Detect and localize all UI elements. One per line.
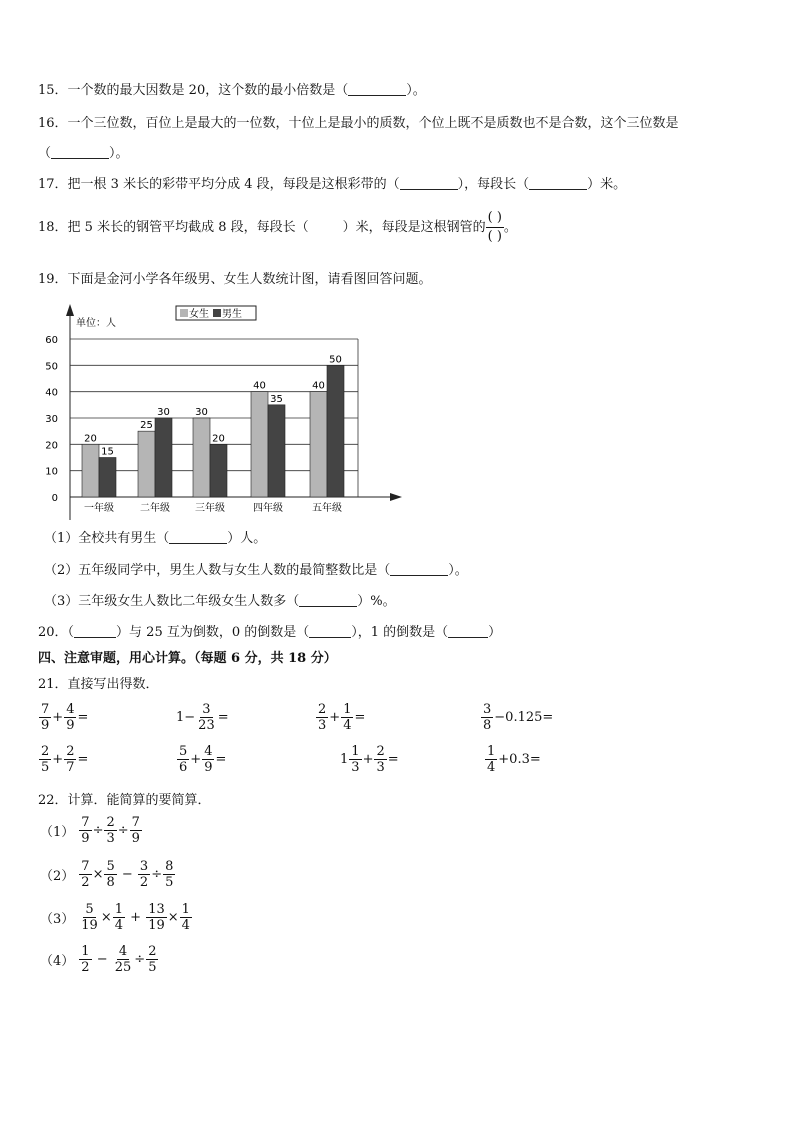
y-tick-label: 50 bbox=[45, 361, 58, 373]
fraction: $\frac{1}{3}$ bbox=[351, 744, 360, 775]
fraction: $\frac{7}{2}$ bbox=[81, 859, 90, 890]
q21-expr-6: $\frac{5}{6}$ + $\frac{4}{9}$ = bbox=[179, 744, 227, 775]
fraction: $\frac{7}{9}$ bbox=[41, 702, 50, 733]
section-4-title: 四、注意审题，用心计算。（每题 6 分，共 18 分） bbox=[38, 651, 337, 666]
q22-expr-1: （1） $\frac{7}{9}$ ÷ $\frac{2}{3}$ ÷ $\frac{7}{9}$ bbox=[40, 815, 140, 846]
legend-swatch-boys bbox=[213, 309, 221, 317]
bar-boys bbox=[210, 444, 227, 497]
q20-text-c: ），1 的倒数是（ bbox=[351, 625, 449, 640]
q19-sub-3-end: ）%。 bbox=[357, 594, 396, 609]
q18-text-mid: ）米，每段是这根钢管的 bbox=[342, 219, 486, 235]
data-label: 35 bbox=[270, 393, 283, 405]
q16-paren: （ bbox=[38, 146, 52, 161]
data-label: 40 bbox=[253, 380, 266, 392]
fraction-denominator-blank: ( ) bbox=[487, 229, 502, 244]
q18-text-end: 。 bbox=[503, 219, 517, 235]
fraction: $\frac{8}{5}$ bbox=[165, 859, 174, 890]
question-16-cont bbox=[38, 145, 129, 163]
data-label: 30 bbox=[157, 407, 170, 418]
fraction: $\frac{1}{2}$ bbox=[81, 944, 90, 975]
q21-expr-4: $\frac{3}{8}$ −0.125= bbox=[483, 702, 554, 733]
data-label: 20 bbox=[84, 433, 97, 445]
answer-blank[interactable] bbox=[299, 593, 357, 607]
question-22 bbox=[38, 792, 211, 810]
data-label: 25 bbox=[140, 420, 153, 432]
fraction: $\frac{3}{23}$ bbox=[198, 702, 215, 733]
q21-title: 21．直接写出得数． bbox=[38, 677, 159, 692]
fraction-answer-box[interactable] bbox=[486, 209, 504, 246]
question-20 bbox=[38, 624, 501, 642]
q19-sub-1 bbox=[44, 530, 266, 548]
x-tick-label: 一年级 bbox=[84, 503, 114, 514]
answer-blank[interactable] bbox=[400, 176, 458, 190]
answer-blank[interactable] bbox=[448, 624, 488, 638]
fraction: $\frac{5}{6}$ bbox=[179, 744, 188, 775]
bar-girls bbox=[193, 418, 210, 497]
data-label: 50 bbox=[329, 354, 342, 366]
q19-sub-2-end: ）。 bbox=[448, 563, 468, 578]
y-tick-label: 10 bbox=[45, 466, 58, 478]
section-4-heading bbox=[38, 650, 337, 668]
q16-text: 16．一个三位数，百位上是最大的一位数，十位上是最小的质数，个位上既不是质数也不是合数，这个三位数是 bbox=[38, 116, 679, 131]
q21-expr-7: 1 $\frac{1}{3}$ + $\frac{2}{3}$ = bbox=[340, 744, 399, 775]
fraction: $\frac{4}{25}$ bbox=[114, 944, 132, 975]
fraction: $\frac{1}{4}$ bbox=[114, 902, 124, 933]
fraction: $\frac{1}{4}$ bbox=[343, 702, 352, 733]
y-tick-label: 20 bbox=[45, 440, 58, 452]
data-label: 20 bbox=[212, 433, 225, 445]
legend-swatch-girls bbox=[180, 309, 188, 317]
y-tick-label: 40 bbox=[45, 387, 58, 399]
x-axis-arrow bbox=[390, 493, 402, 501]
q19-sub-3-text: （3）三年级女生人数比二年级女生人数多（ bbox=[44, 594, 300, 609]
answer-blank[interactable] bbox=[74, 624, 116, 638]
y-axis-arrow bbox=[66, 304, 74, 316]
fraction: $\frac{5}{8}$ bbox=[106, 859, 115, 890]
bar-girls bbox=[138, 431, 155, 497]
answer-blank[interactable] bbox=[348, 82, 406, 96]
q19-text: 19．下面是金河小学各年级男、女生人数统计图，请看图回答问题。 bbox=[38, 272, 432, 287]
fraction: $\frac{5}{19}$ bbox=[81, 902, 98, 933]
fraction-numerator-blank: ( ) bbox=[486, 209, 504, 228]
fraction: $\frac{3}{8}$ bbox=[483, 702, 492, 733]
answer-blank[interactable] bbox=[51, 145, 109, 159]
legend-label-boys: 男生 bbox=[222, 309, 242, 320]
fraction: $\frac{13}{19}$ bbox=[148, 902, 165, 933]
q18-text: 18．把 5 米长的钢管平均截成 8 段，每段长（ bbox=[38, 219, 309, 235]
y-tick-label: 60 bbox=[45, 335, 58, 346]
x-tick-label: 五年级 bbox=[312, 503, 342, 514]
x-tick-label: 四年级 bbox=[253, 503, 283, 514]
q17-text-end: ）米。 bbox=[587, 177, 627, 192]
fraction: $\frac{4}{9}$ bbox=[204, 744, 213, 775]
fraction: $\frac{1}{4}$ bbox=[487, 744, 496, 775]
answer-blank[interactable] bbox=[169, 530, 227, 544]
question-19 bbox=[38, 271, 432, 289]
bar-boys bbox=[268, 405, 285, 497]
fraction: $\frac{7}{9}$ bbox=[81, 815, 90, 846]
question-18 bbox=[38, 209, 517, 246]
fraction: $\frac{2}{3}$ bbox=[318, 702, 327, 733]
y-tick-label: 0 bbox=[51, 493, 58, 504]
fraction: $\frac{2}{7}$ bbox=[66, 744, 75, 775]
q22-expr-2: （2） $\frac{7}{2}$ × $\frac{5}{8}$ − $\frac{3}{2}$ ÷ $\frac{8}{5}$ bbox=[40, 859, 174, 890]
legend-label-girls: 女生 bbox=[189, 309, 209, 320]
fraction: $\frac{3}{2}$ bbox=[139, 859, 149, 890]
q19-sub-3 bbox=[44, 593, 396, 611]
q19-sub-1-end: ）人。 bbox=[227, 531, 267, 546]
data-label: 30 bbox=[195, 407, 208, 418]
y-tick-label: 30 bbox=[45, 414, 58, 425]
q22-label-4: （4） bbox=[40, 954, 75, 969]
q21-expr-2: 1− $\frac{3}{23}$ = bbox=[176, 702, 229, 733]
data-label: 40 bbox=[312, 380, 325, 392]
fraction: $\frac{4}{9}$ bbox=[66, 702, 75, 733]
q15-text-end: ）。 bbox=[406, 83, 426, 98]
q20-text-b: ）与 25 互为倒数，0 的倒数是（ bbox=[116, 625, 310, 640]
answer-blank[interactable] bbox=[309, 624, 351, 638]
question-17 bbox=[38, 176, 626, 194]
fraction: $\frac{7}{9}$ bbox=[131, 815, 140, 846]
q22-expr-4: （4） $\frac{1}{2}$ − $\frac{4}{25}$ ÷ $\frac{2}{5}$ bbox=[40, 944, 157, 975]
fraction: $\frac{2}{3}$ bbox=[376, 744, 385, 775]
q22-label-1: （1） bbox=[40, 825, 75, 840]
q22-expr-3: （3） $\frac{5}{19}$ × $\frac{1}{4}$ + $\frac{13}{19}$ × $\frac{1}{4}$ bbox=[40, 902, 190, 933]
bar-boys bbox=[327, 365, 344, 497]
question-16 bbox=[38, 115, 679, 133]
data-label: 15 bbox=[101, 446, 114, 458]
x-tick-label: 二年级 bbox=[140, 503, 170, 514]
question-21 bbox=[38, 676, 159, 694]
q20-text-a: 20．（ bbox=[38, 625, 75, 640]
unit-label: 单位：人 bbox=[76, 318, 116, 329]
q19-sub-1-text: （1）全校共有男生（ bbox=[44, 531, 170, 546]
bar-girls bbox=[310, 392, 327, 497]
fraction: $\frac{1}{4}$ bbox=[181, 902, 190, 933]
bar-boys bbox=[99, 458, 116, 498]
q22-label-2: （2） bbox=[40, 869, 75, 884]
bar-boys bbox=[155, 418, 172, 497]
q21-expr-5: $\frac{2}{5}$ + $\frac{2}{7}$ = bbox=[41, 744, 89, 775]
q15-text: 15．一个数的最大因数是 20，这个数的最小倍数是（ bbox=[38, 83, 349, 98]
fraction: $\frac{2}{5}$ bbox=[148, 944, 157, 975]
x-tick-label: 三年级 bbox=[195, 503, 225, 514]
q21-expr-8: $\frac{1}{4}$ +0.3= bbox=[487, 744, 541, 775]
q16-text-end: ）。 bbox=[109, 146, 129, 161]
question-15 bbox=[38, 82, 426, 100]
bar-girls bbox=[82, 444, 99, 497]
answer-blank[interactable] bbox=[390, 562, 448, 576]
q19-sub-2 bbox=[44, 562, 468, 580]
q17-text-mid: ），每段长（ bbox=[457, 177, 530, 192]
fraction: $\frac{2}{3}$ bbox=[106, 815, 115, 846]
q19-sub-2-text: （2）五年级同学中，男生人数与女生人数的最简整数比是（ bbox=[44, 563, 391, 578]
q22-title: 22．计算．能简算的要简算． bbox=[38, 793, 211, 808]
answer-blank[interactable] bbox=[529, 176, 587, 190]
q20-text-d: ） bbox=[488, 625, 502, 640]
fraction: $\frac{2}{5}$ bbox=[41, 744, 50, 775]
q21-expr-3: $\frac{2}{3}$ + $\frac{1}{4}$ = bbox=[318, 702, 366, 733]
bar-girls bbox=[251, 392, 268, 497]
bar-chart bbox=[36, 298, 406, 528]
legend bbox=[176, 306, 256, 320]
q17-text: 17．把一根 3 米长的彩带平均分成 4 段，每段是这根彩带的（ bbox=[38, 177, 400, 192]
q21-expr-1: $\frac{7}{9}$ + $\frac{4}{9}$ = bbox=[41, 702, 89, 733]
q22-label-3: （3） bbox=[40, 912, 75, 927]
